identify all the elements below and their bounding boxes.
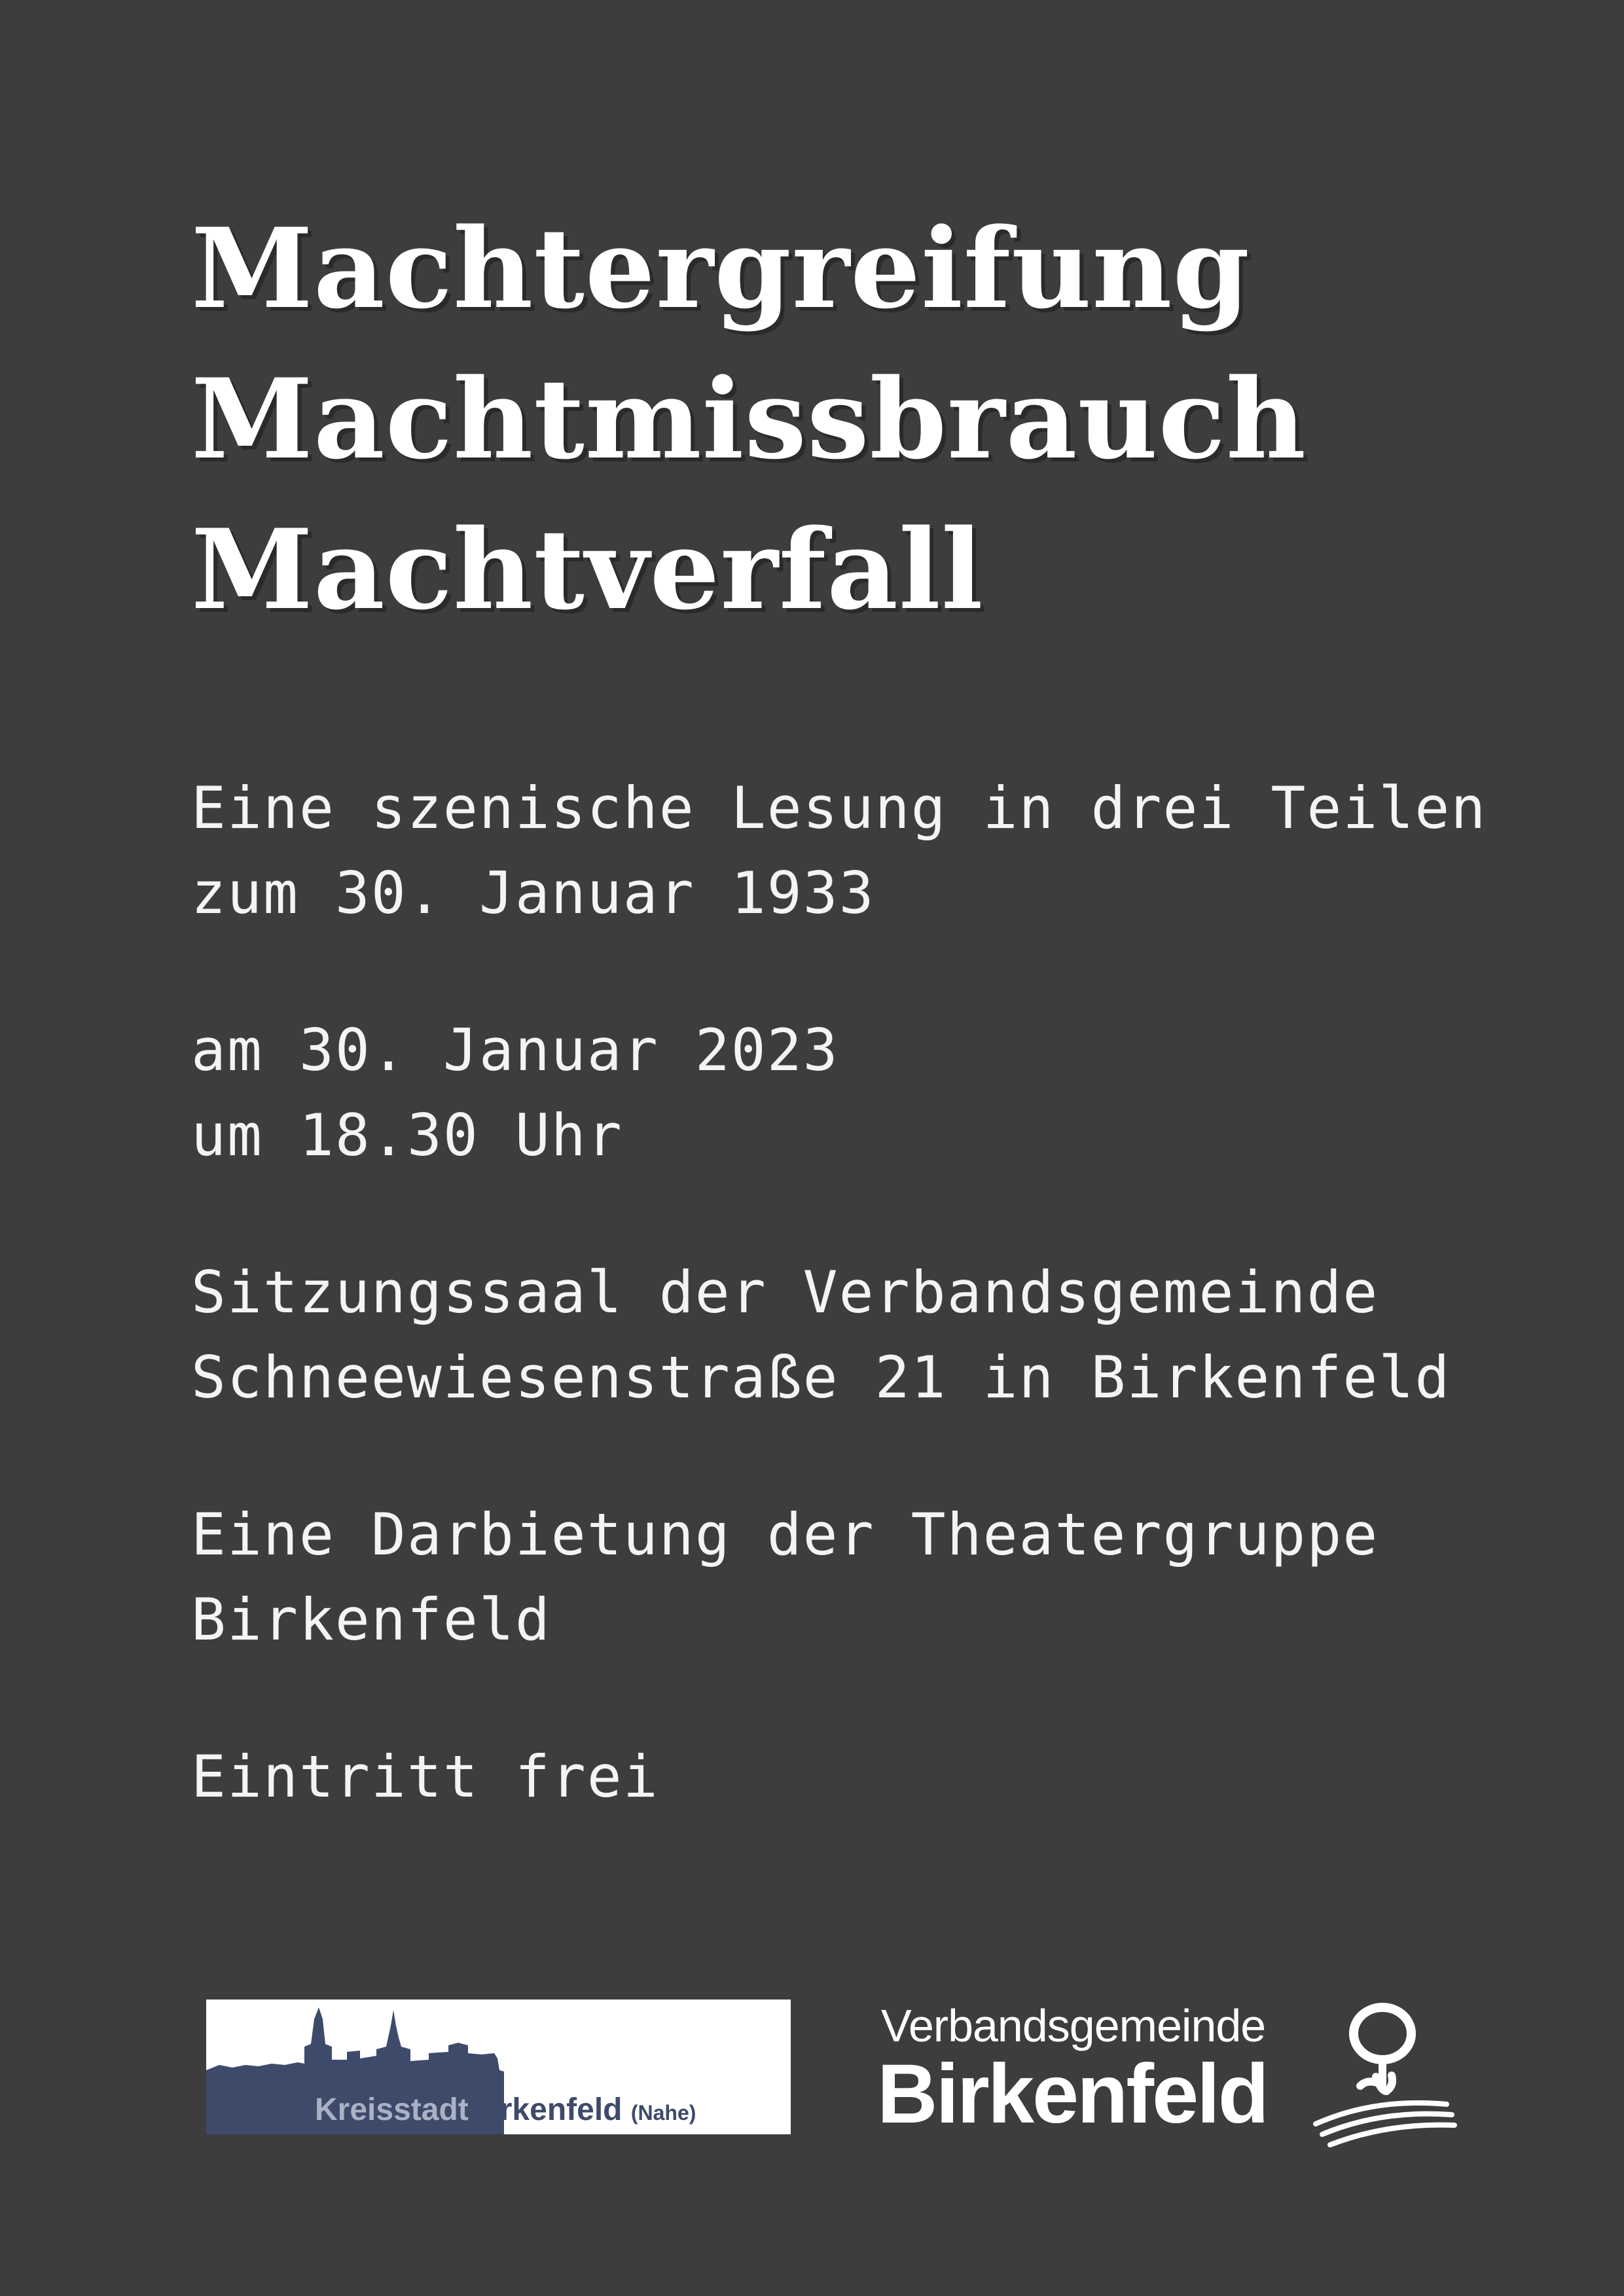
event-performer xyxy=(191,1492,1500,1662)
tree-emblem-icon xyxy=(1303,2000,1460,2157)
title-line: Machtmissbrauch xyxy=(191,354,1307,484)
logo-verbandsgemeinde-text: Verbandsgemeinde xyxy=(881,2000,1266,2051)
info-line: Birkenfeld xyxy=(191,1586,551,1653)
info-line: zum 30. Januar 1933 xyxy=(191,859,875,927)
info-line: Sitzungssaal der Verbandsgemeinde xyxy=(191,1259,1379,1326)
event-admission xyxy=(191,1734,1500,1820)
event-description xyxy=(191,766,1500,936)
info-line: Eine szenische Lesung in drei Teilen xyxy=(191,774,1487,842)
kreisstadt-word: Kreisstadt xyxy=(315,2092,469,2127)
info-line: um 18.30 Uhr xyxy=(191,1102,623,1169)
logo-birkenfeld-text: Birkenfeld xyxy=(877,2047,1267,2141)
title-line: Machtergreifung xyxy=(191,204,1250,333)
event-date-time xyxy=(191,1008,1500,1178)
info-line: Eine Darbietung der Theatergruppe xyxy=(191,1501,1379,1568)
event-location xyxy=(191,1250,1500,1420)
info-line: Schneewiesenstraße 21 in Birkenfeld xyxy=(191,1344,1451,1411)
birkenfeld-word: Birkenfeld xyxy=(468,2092,623,2127)
event-info xyxy=(191,766,1500,1892)
nahe-word: (Nahe) xyxy=(630,2101,696,2125)
info-line: am 30. Januar 2023 xyxy=(191,1016,839,1084)
title-line: Machtverfall xyxy=(191,505,984,634)
verbandsgemeinde-birkenfeld-logo xyxy=(877,2000,1466,2157)
poster-title xyxy=(191,193,1500,645)
info-line: Eintritt frei xyxy=(191,1743,659,1810)
kreisstadt-birkenfeld-logo xyxy=(206,2000,791,2134)
kreisstadt-label xyxy=(315,2093,696,2130)
